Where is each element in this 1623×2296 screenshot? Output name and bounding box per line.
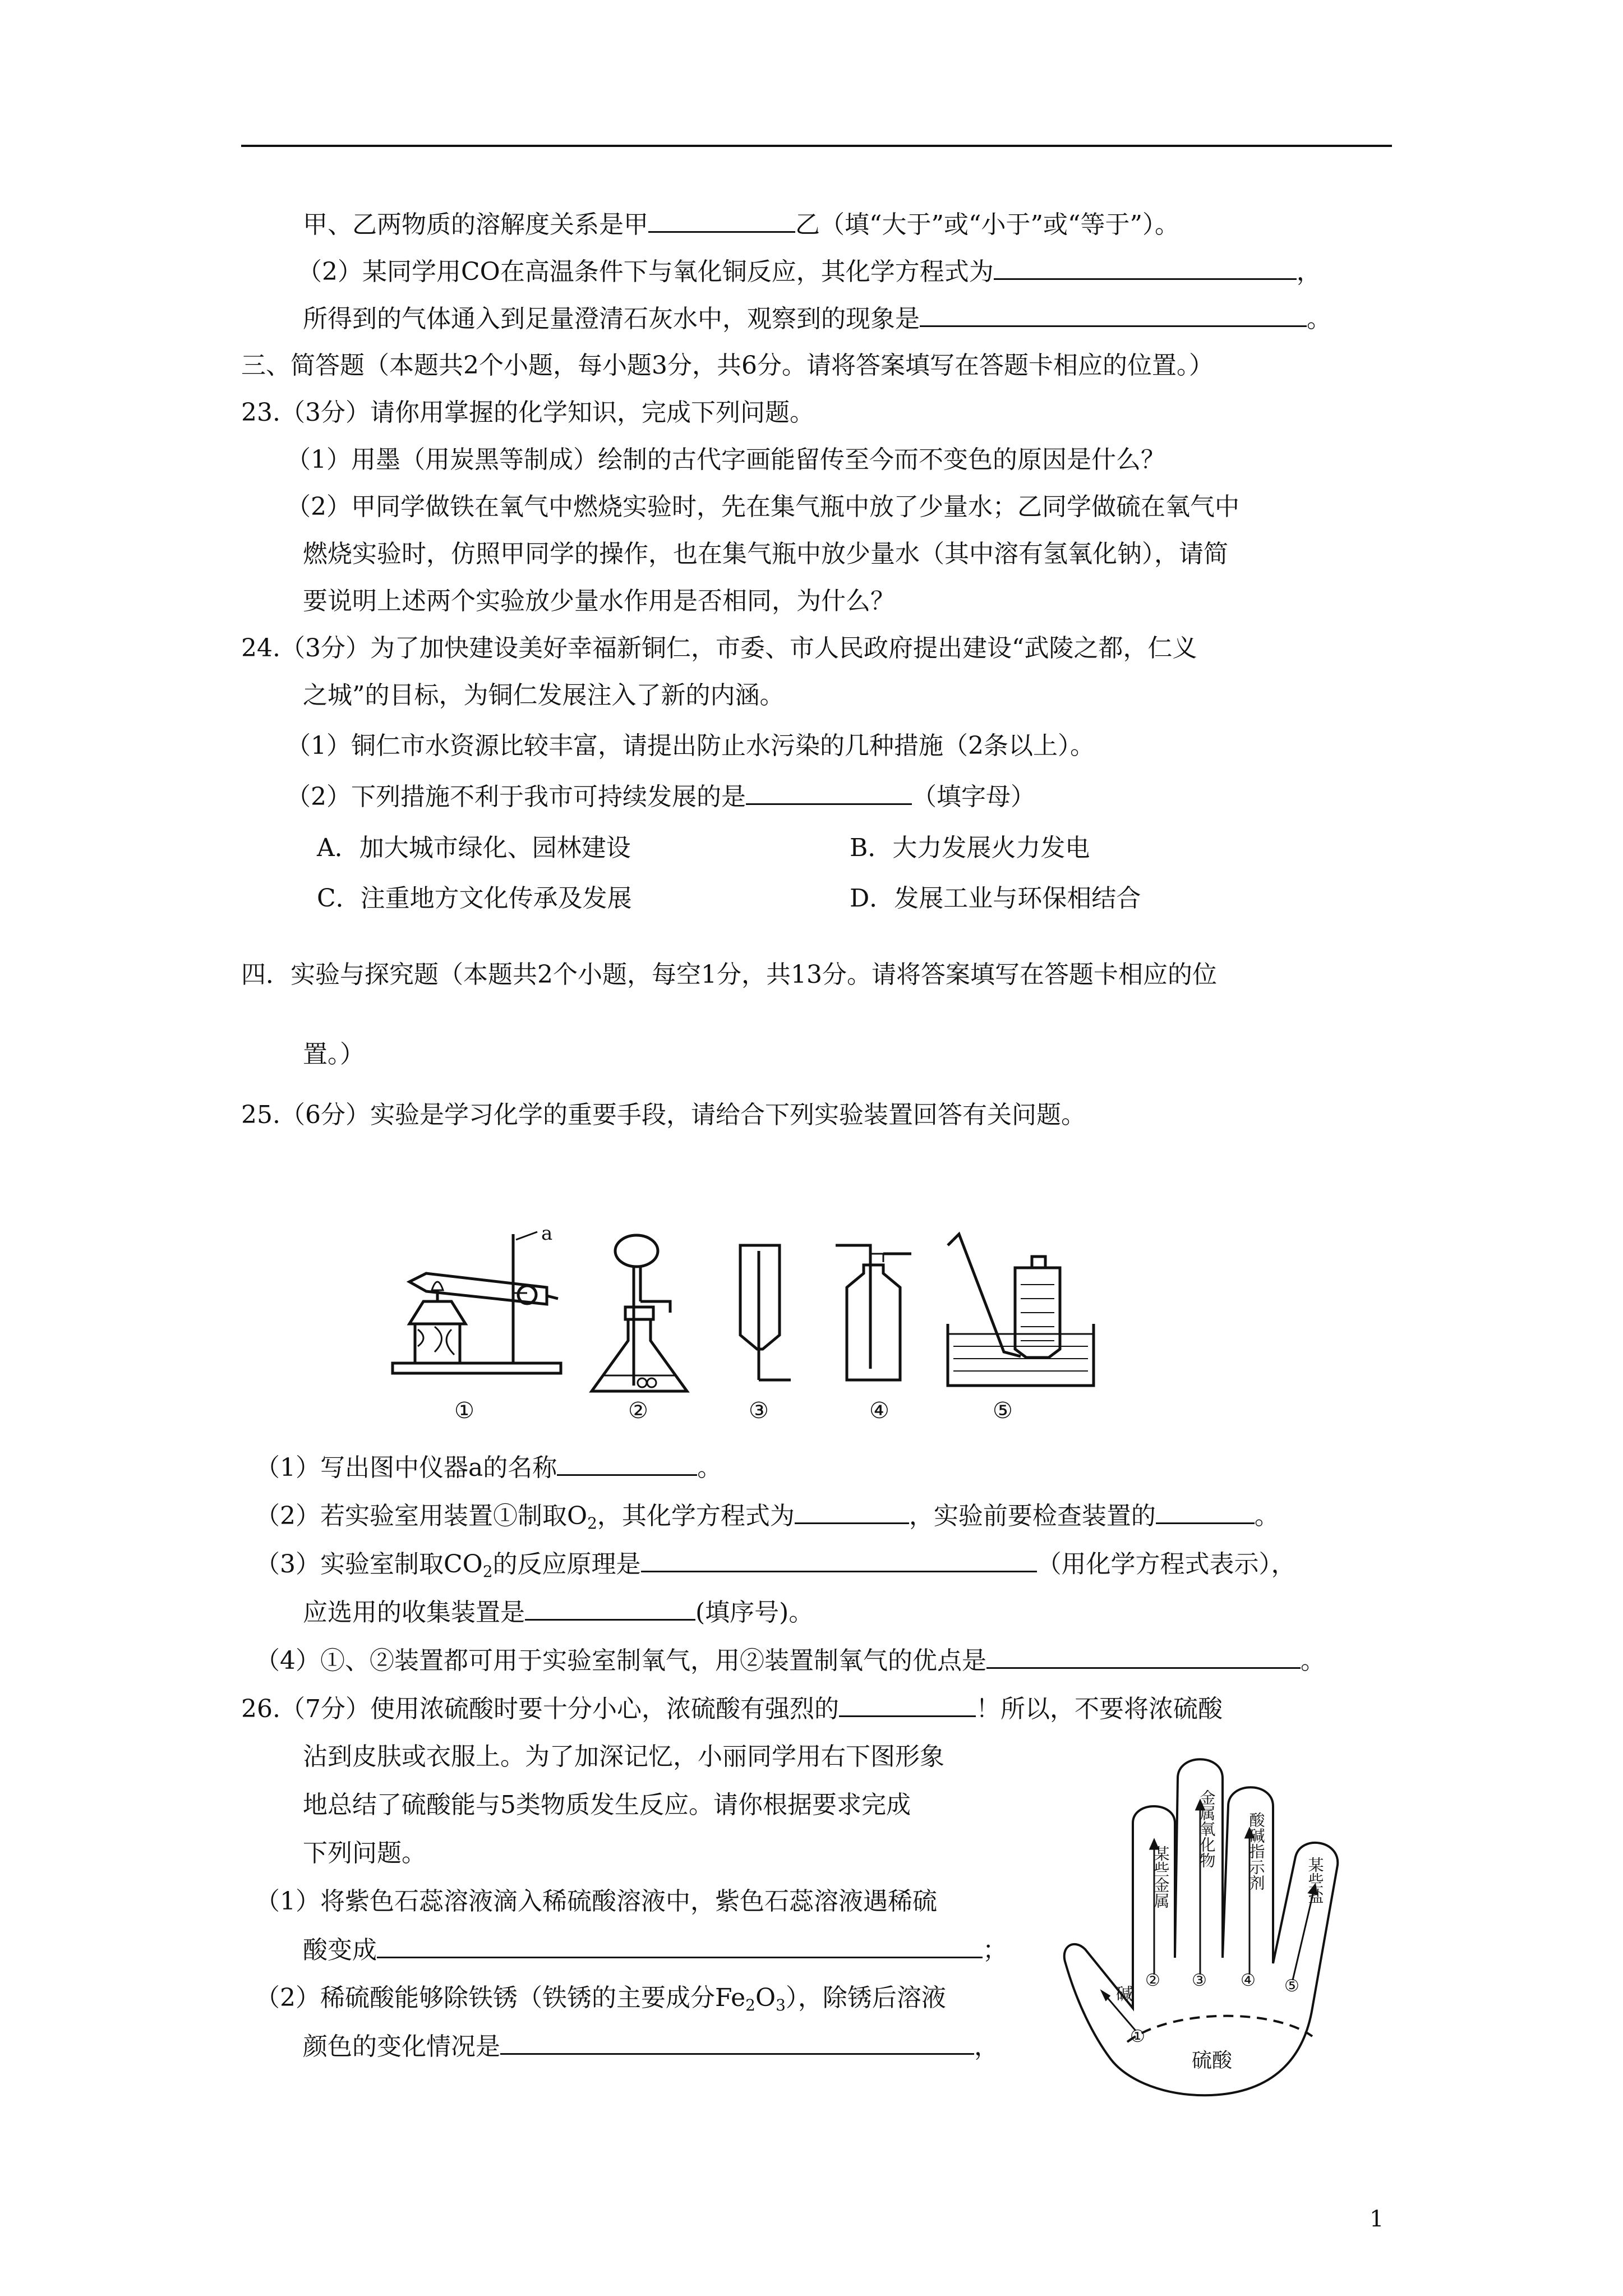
label-4: ④ [869, 1398, 889, 1424]
subscript: 2 [482, 1562, 493, 1581]
text: (填序号)。 [695, 1598, 814, 1627]
answer-blank[interactable] [1156, 1500, 1255, 1524]
text: 。 [1301, 1646, 1325, 1675]
answer-blank[interactable] [500, 2031, 974, 2055]
text: 甲、乙两物质的溶解度关系是甲 [303, 210, 648, 239]
subscript: 2 [587, 1514, 597, 1533]
option-a: A．加大城市绿化、园林建设 [317, 834, 631, 862]
text: 应选用的收集装置是 [303, 1598, 525, 1627]
finger-label-5: 某些盐 [1306, 1857, 1325, 1904]
text: ； [983, 1936, 1007, 1964]
q26-part2-cont [303, 2031, 999, 2063]
finger-num-2: ② [1145, 1971, 1160, 1990]
question-26-cont: 沾到皮肤或衣服上。为了加深记忆，小丽同学用右下图形象 [303, 1742, 944, 1771]
q25-part1 [255, 1452, 722, 1484]
text: （用化学方程式表示）， [1036, 1550, 1296, 1579]
subscript: 3 [776, 1996, 786, 2014]
text: （3）实验室制取CO [255, 1550, 483, 1579]
text: 。 [1254, 1502, 1279, 1530]
finger-num-1: ① [1130, 2027, 1145, 2046]
text: 乙（填“大于”或“小于”或“等于”）。 [795, 210, 1179, 239]
text: （4）①、②装置都可用于实验室制氧气，用②装置制氧气的优点是 [255, 1646, 986, 1675]
answer-blank[interactable] [746, 781, 912, 805]
text: （填字母） [912, 783, 1035, 811]
question-24-cont: 之城”的目标，为铜仁发展注入了新的内涵。 [303, 681, 785, 710]
finger-label-1: 碱 [1116, 1985, 1133, 2004]
section-heading-4-cont: 置。） [303, 1040, 365, 1069]
question-24: 24.（3分）为了加快建设美好幸福新铜仁，市委、市人民政府提出建设“武陵之都，仁义 [241, 634, 1197, 662]
text: ， [1296, 257, 1321, 286]
finger-num-4: ④ [1241, 1971, 1256, 1990]
apparatus-2 [592, 1235, 687, 1424]
text: （2）稀硫酸能够除铁锈（铁锈的主要成分Fe [255, 1984, 746, 2012]
page-number: 1 [1370, 2206, 1384, 2232]
q25-part4 [255, 1645, 1325, 1677]
finger-num-3: ③ [1192, 1971, 1207, 1990]
q26-part2 [255, 1982, 946, 2021]
answer-blank[interactable] [525, 1596, 695, 1621]
q24-part2 [286, 781, 1035, 813]
text: ，实验前要检查装置的 [909, 1502, 1156, 1530]
text: （2）某同学用CO在高温条件下与氧化铜反应，其化学方程式为 [297, 257, 994, 286]
text: 。 [1307, 305, 1331, 333]
text: 所得到的气体通入到足量澄清石灰水中，观察到的现象是 [303, 305, 920, 333]
line-co-equation [297, 256, 1321, 288]
section-heading-4: 四．实验与探究题（本题共2个小题，每空1分，共13分。请将答案填写在答题卡相应的位 [241, 960, 1217, 989]
hand-diagram [1060, 1745, 1419, 2109]
text: （2）若实验室用装置①制取O [255, 1502, 588, 1530]
question-23: 23.（3分）请你用掌握的化学知识，完成下列问题。 [241, 398, 814, 427]
answer-blank[interactable] [795, 1500, 909, 1524]
answer-blank[interactable] [641, 1548, 1037, 1572]
question-26 [241, 1693, 1223, 1725]
q23-part2-cont: 要说明上述两个实验放少量水作用是否相同，为什么？ [303, 587, 895, 615]
text: ， [974, 2032, 999, 2061]
answer-blank[interactable] [557, 1452, 697, 1476]
q24-part1: （1）铜仁市水资源比较丰富，请提出防止水污染的几种措施（2条以上）。 [286, 731, 1095, 760]
text: O [755, 1984, 776, 2012]
q25-part3-cont [303, 1596, 813, 1628]
answer-blank[interactable] [839, 1693, 976, 1717]
text: ），除锈后溶液 [785, 1984, 946, 2012]
question-25: 25.（6分）实验是学习化学的重要手段，请给合下列实验装置回答有关问题。 [241, 1101, 1086, 1129]
apparatus-figure [387, 1228, 1262, 1425]
answer-blank[interactable] [986, 1645, 1301, 1669]
finger-label-2: 某些金属 [1151, 1846, 1170, 1908]
subscript: 2 [745, 1996, 755, 2014]
text: 26.（7分）使用浓硫酸时要十分小心，浓硫酸有强烈的 [241, 1695, 839, 1723]
label-5: ⑤ [993, 1398, 1013, 1424]
option-d: D．发展工业与环保相结合 [850, 884, 1141, 913]
finger-label-3: 金属氧化物 [1197, 1789, 1216, 1868]
q23-part2-cont: 燃烧实验时，仿照甲同学的操作，也在集气瓶中放少量水（其中溶有氢氧化钠），请简 [303, 540, 1228, 568]
text: ！所以，不要将浓硫酸 [975, 1695, 1223, 1723]
line-limewater [303, 303, 1331, 335]
q26-part1: （1）将紫色石蕊溶液滴入稀硫酸溶液中，紫色石蕊溶液遇稀硫 [255, 1887, 937, 1916]
option-c: C．注重地方文化传承及发展 [317, 884, 632, 913]
question-26-cont: 下列问题。 [303, 1839, 426, 1867]
label-a: a [541, 1228, 553, 1245]
text: 。 [697, 1453, 722, 1482]
q23-part2: （2）甲同学做铁在氧气中燃烧实验时，先在集气瓶中放了少量水；乙同学做硫在氧气中 [286, 493, 1239, 521]
hand-center-label: 硫酸 [1192, 2049, 1233, 2072]
finger-label-4: 酸碱指示剂 [1247, 1812, 1266, 1890]
answer-blank[interactable] [920, 303, 1307, 327]
section-heading-3: 三、简答题（本题共2个小题，每小题3分，共6分。请将答案填写在答题卡相应的位置。） [241, 351, 1214, 380]
q26-part1-cont [303, 1934, 1007, 1966]
q25-part2 [255, 1500, 1279, 1539]
answer-blank[interactable] [648, 209, 795, 233]
q23-part1: （1）用墨（用炭黑等制成）绘制的古代字画能留传至今而不变色的原因是什么？ [286, 445, 1165, 474]
answer-blank[interactable] [994, 256, 1297, 280]
q25-part3 [255, 1548, 1296, 1588]
text: 的反应原理是 [492, 1550, 641, 1579]
apparatus-4 [836, 1245, 911, 1424]
apparatus-1 [393, 1228, 561, 1424]
label-1: ① [454, 1398, 474, 1424]
text: 酸变成 [303, 1936, 377, 1964]
text: ，其化学方程式为 [597, 1502, 795, 1530]
label-3: ③ [749, 1398, 769, 1424]
text: （1）写出图中仪器a的名称 [255, 1453, 557, 1482]
apparatus-3 [740, 1245, 791, 1424]
line-solubility [303, 209, 1179, 241]
question-26-cont: 地总结了硫酸能与5类物质发生反应。请你根据要求完成 [303, 1791, 911, 1819]
finger-num-5: ⑤ [1284, 1976, 1299, 1996]
label-2: ② [628, 1398, 648, 1424]
option-b: B．大力发展火力发电 [850, 834, 1090, 862]
header-rule [241, 145, 1392, 147]
apparatus-5 [948, 1234, 1094, 1424]
text: 颜色的变化情况是 [303, 2032, 500, 2061]
answer-blank[interactable] [377, 1934, 983, 1958]
text: （2）下列措施不利于我市可持续发展的是 [286, 783, 746, 811]
